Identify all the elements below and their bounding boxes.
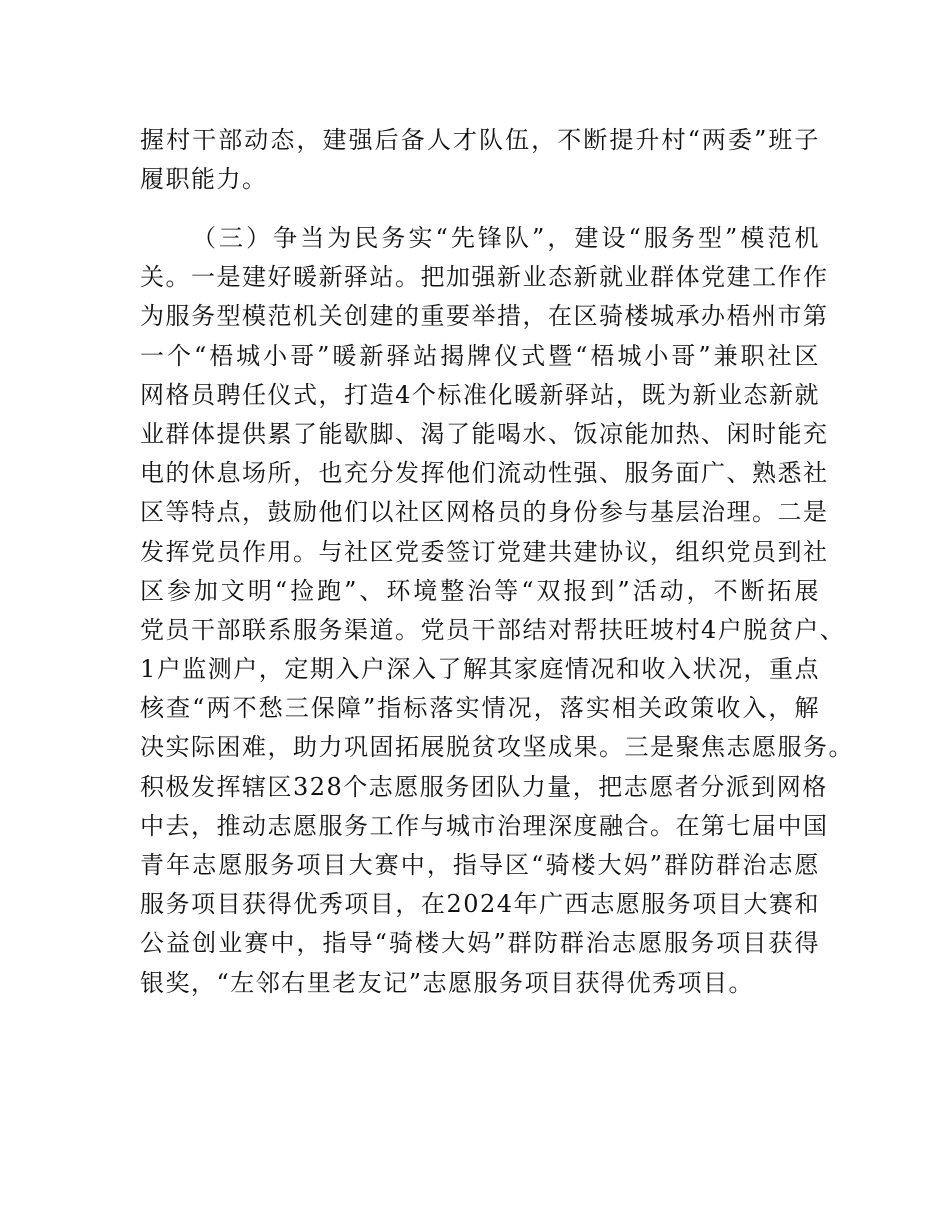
text-line: 银奖，“左邻右里老友记”志愿服务项目获得优秀项目。	[140, 968, 755, 997]
text-line: 一个“梧城小哥”暖新驿站揭牌仪式暨“梧城小哥”兼职社区	[140, 341, 820, 370]
text-line: 为服务型模范机关创建的重要举措，在区骑楼城承办梧州市第	[140, 302, 829, 331]
text-line: 业群体提供累了能歇脚、渴了能喝水、饭凉能加热、闲时能充	[140, 419, 829, 448]
text-line: 履职能力。	[140, 165, 268, 194]
text-line: 区等特点，鼓励他们以社区网格员的身份参与基层治理。二是	[140, 498, 829, 527]
text-line: 青年志愿服务项目大赛中，指导区“骑楼大妈”群防群治志愿	[140, 851, 820, 879]
text-line: 区参加文明“捡跑”、环境整治等“双报到”活动，不断拓展	[140, 576, 820, 605]
text-line: 决实际困难，助力巩固拓展脱贫攻坚成果。三是聚焦志愿服务。	[140, 733, 854, 762]
text-line: 握村干部动态，建强后备人才队伍，不断提升村“两委”班子	[140, 126, 820, 154]
paragraph-village-cadres	[140, 121, 820, 199]
text-line: 中去，推动志愿服务工作与城市治理深度融合。在第七届中国	[140, 811, 829, 840]
text-line: 核查“两不愁三保障”指标落实情况，落实相关政策收入，解	[140, 694, 820, 723]
text-line: 公益创业赛中，指导“骑楼大妈”群防群治志愿服务项目获得	[140, 929, 820, 958]
text-line: 电的休息场所，也充分发挥他们流动性强、服务面广、熟悉社	[140, 459, 829, 488]
text-line: 积极发挥辖区328个志愿服务团队力量，把志愿者分派到网格	[140, 772, 828, 801]
text-line: 1户监测户，定期入户深入了解其家庭情况和收入状况，重点	[140, 655, 820, 684]
section-heading-line: （三）争当为民务实“先锋队”，建设“服务型”模范机	[192, 224, 820, 252]
paragraph-service-model	[140, 219, 854, 1003]
text-line: 服务项目获得优秀项目，在2024年广西志愿服务项目大赛和	[140, 890, 820, 919]
text-line: 关。一是建好暖新驿站。把加强新业态新就业群体党建工作作	[140, 263, 829, 292]
text-line: 发挥党员作用。与社区党委签订党建共建协议，组织党员到社	[140, 537, 829, 566]
text-line: 网格员聘任仪式，打造4个标准化暖新驿站，既为新业态新就	[140, 380, 820, 409]
text-line: 党员干部联系服务渠道。党员干部结对帮扶旺坡村4户脱贫户、	[140, 615, 846, 644]
